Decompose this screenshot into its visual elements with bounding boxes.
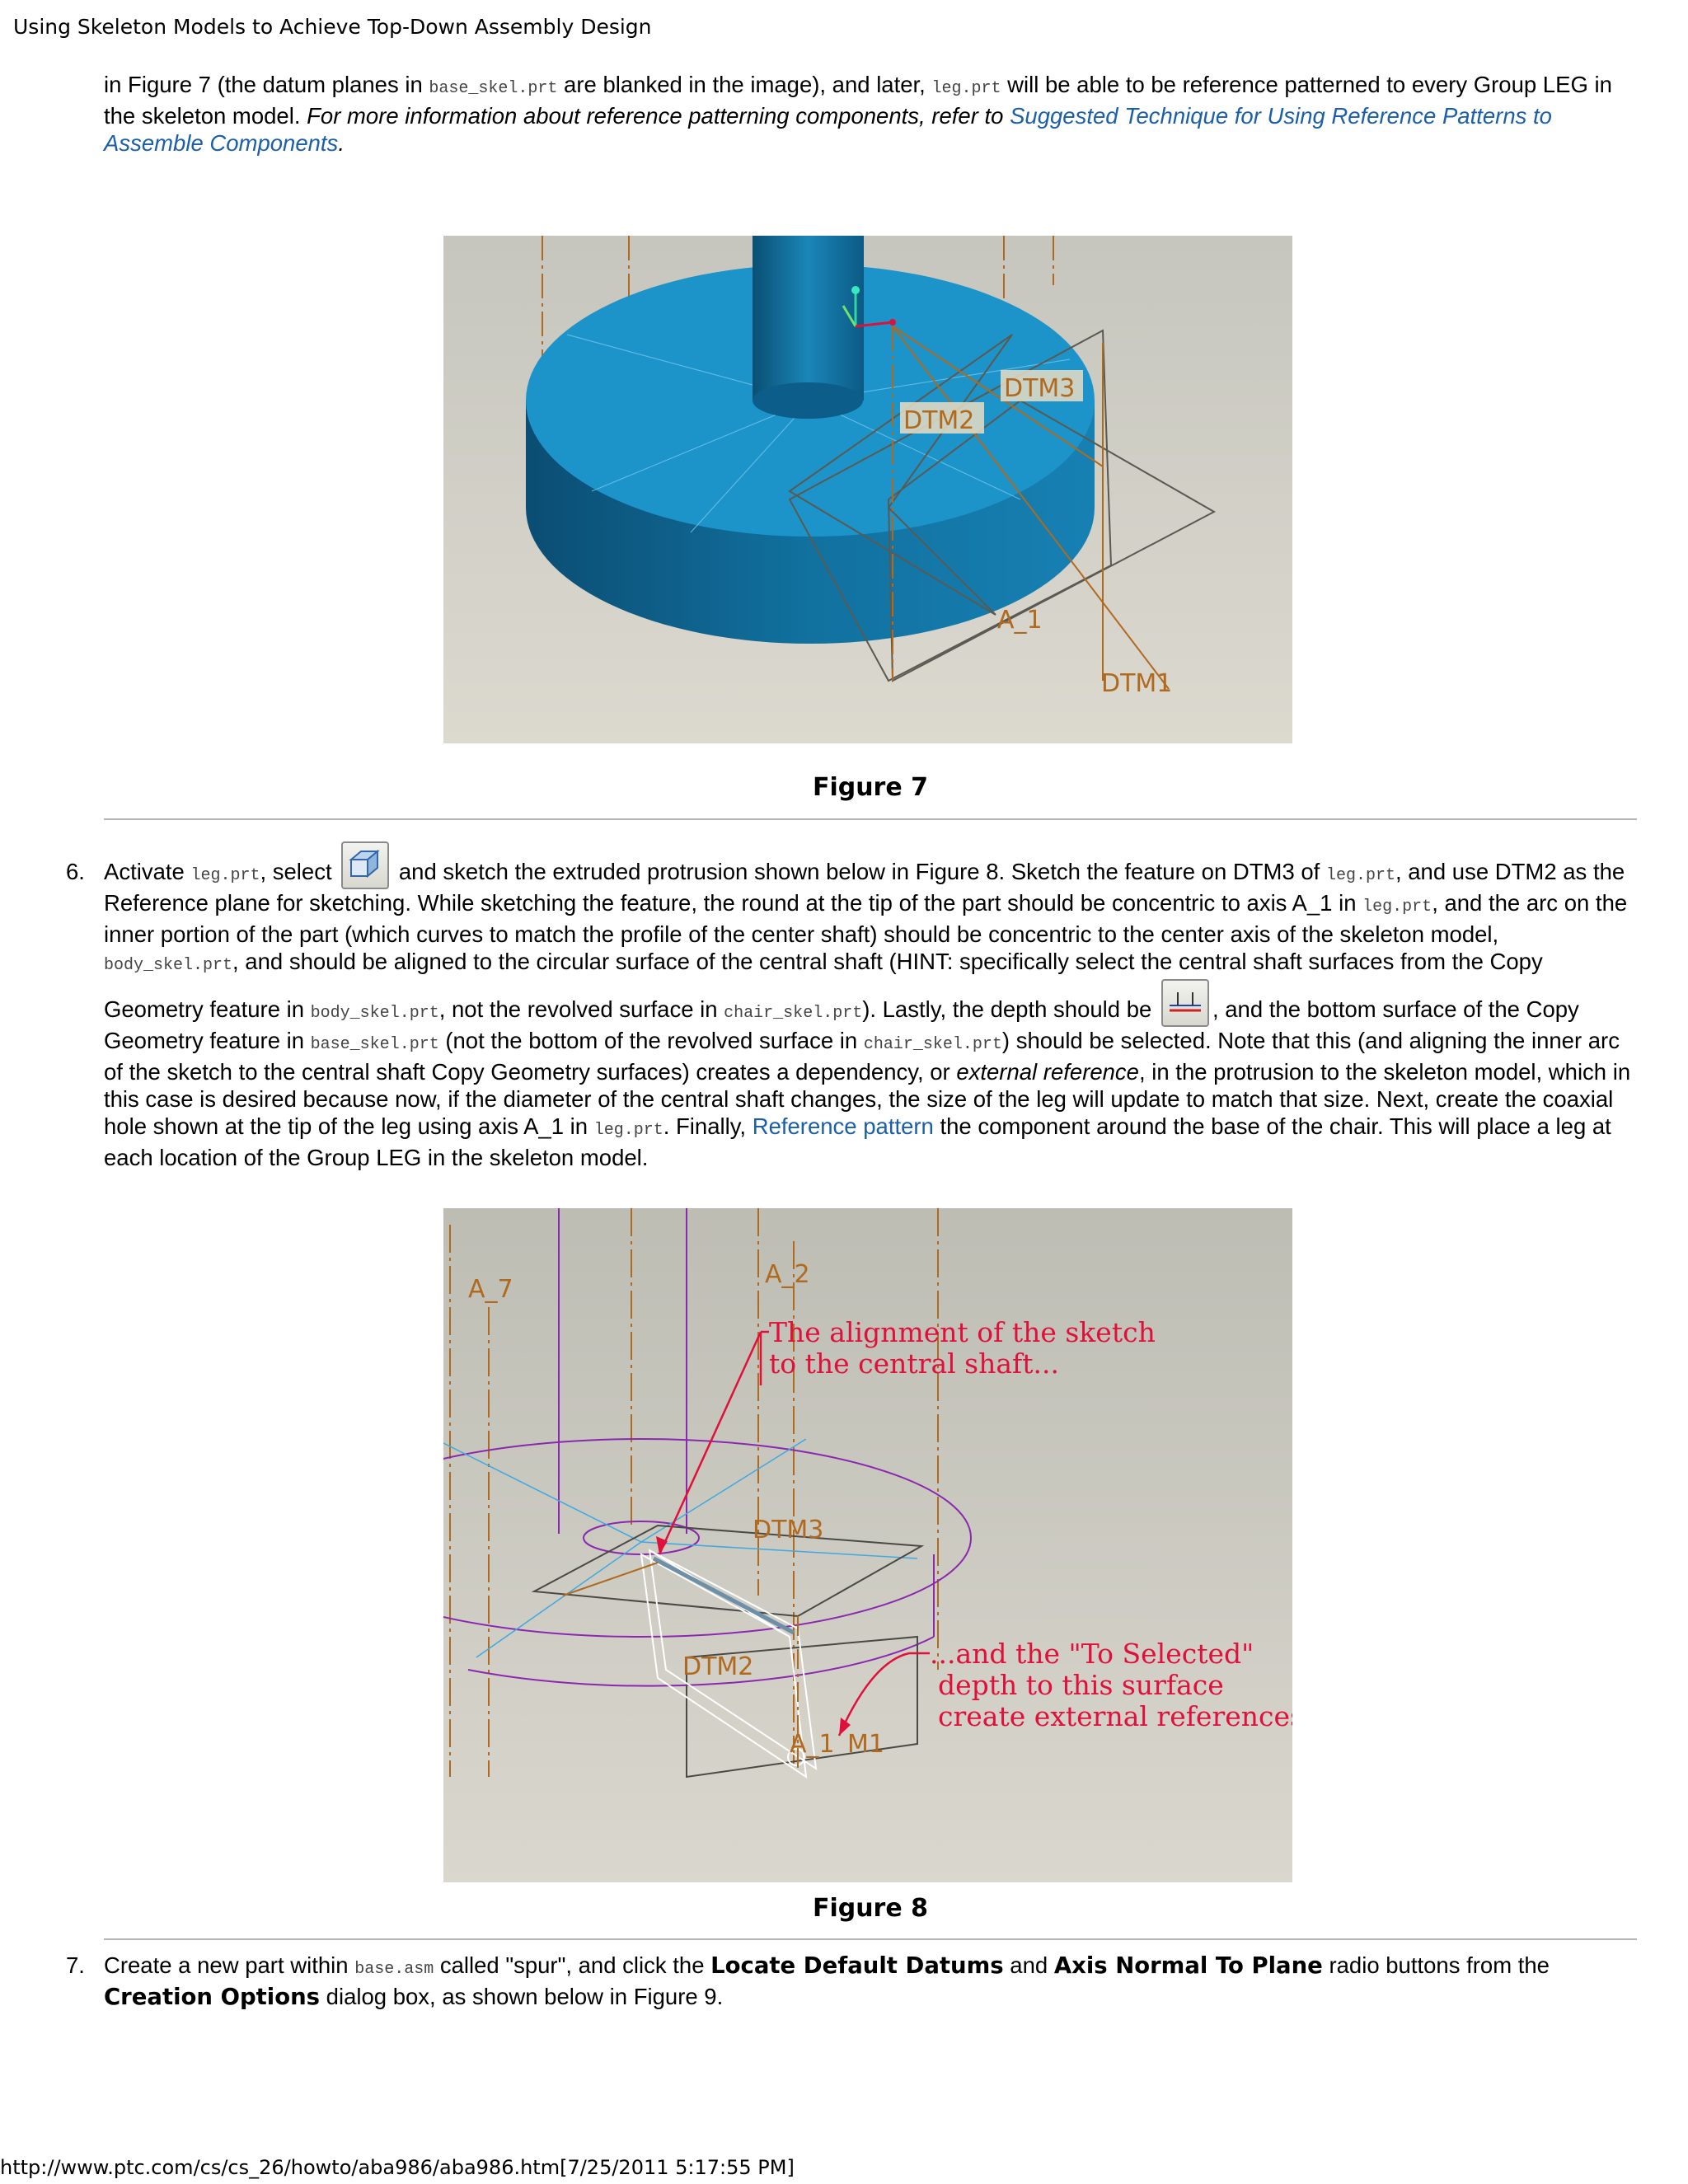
figure-7-image [443, 236, 1292, 743]
annotation-alignment-line2: to the central shaft... [769, 1347, 1059, 1380]
annotation-depth-line3: create external references [938, 1700, 1292, 1732]
step-6: 6. Activate leg.prt, select and sketch the extruded protrusion shown below in Figure 8. Sketch the feature on DTM3 of leg.prt, and use DTM2 as the Reference plane for sketching. While sketching the feature, the round at the tip of the part should be concentric to axis A_1 in leg.prt, and the arc on the inner portion of the part (which curves to match the profile of the center shaft) should be concentric to the center axis of the skeleton model, body_skel.prt, and should be aligned to the circular surface of the central shaft (HINT: specifically select the central shaft surfaces from the Copy Geometry feature in body_skel.prt, not the revolved surface in chair_skel.prt). Lastly, the depth should be , and the bottom surface of the Copy Geometry feature in base_skel.prt (not the bottom of the revolved surface in chair_skel.prt) should be selected. Note that this (and aligning the inner arc of the sketch to the central shaft Copy Geometry surfaces) creates a dependency, or external reference, in the protrusion to the skeleton model, which in this case is desired because now, if the diameter of the central shaft changes, the size of the leg will update to match that size. Next, create the coaxial hole shown at the tip of the leg using axis A_1 in leg.prt. Finally, Reference pattern the component around the base of the chair. This will place a leg at each location of the Group LEG in the skeleton model. [104, 858, 1637, 1171]
annotation-depth-line1: ...and the "To Selected" [930, 1638, 1254, 1670]
filename: leg.prt [593, 1121, 663, 1140]
dtm2-label: DTM2 [903, 406, 975, 435]
locate-default-datums-option: Locate Default Datums [710, 1952, 1004, 1979]
figure-8-image [443, 1208, 1292, 1882]
m1-label: M1 [847, 1730, 884, 1759]
a7-label: A_7 [468, 1275, 513, 1304]
to-selected-depth-icon[interactable] [1161, 979, 1209, 1027]
page-header: Using Skeleton Models to Achieve Top-Down Assembly Design [13, 15, 652, 39]
figure-7-cad-render [443, 236, 1292, 743]
figure-8-caption: Figure 8 [812, 1894, 929, 1923]
filename: leg.prt [190, 866, 260, 885]
a1-label: A_1 [790, 1730, 835, 1759]
a2-label: A_2 [765, 1260, 810, 1289]
reference-pattern-link[interactable]: Reference pattern [752, 1113, 934, 1139]
divider [104, 818, 1637, 820]
axis-normal-to-plane-option: Axis Normal To Plane [1053, 1952, 1323, 1979]
step-7: 7. Create a new part within base.asm called "spur", and click the Locate Default Datums and Axis Normal To Plane radio buttons from the Creation Options dialog box, as shown below in Figure 9. [66, 1952, 1550, 2010]
annotation-depth-line2: depth to this surface [938, 1669, 1224, 1701]
creation-options-dialog: Creation Options [104, 1984, 321, 2010]
dtm2-label: DTM2 [682, 1652, 754, 1681]
filename: chair_skel.prt [724, 1004, 863, 1023]
filename: leg.prt [1325, 866, 1395, 885]
dtm1-label: DTM1 [1101, 669, 1173, 698]
filename: base_skel.prt [429, 79, 558, 98]
filename: body_skel.prt [104, 956, 233, 975]
dtm3-label: DTM3 [1004, 374, 1076, 403]
figure-8-cad-render [443, 1208, 1292, 1882]
page-footer-url: http://www.ptc.com/cs/cs_26/howto/aba986/aba986.htm[7/25/2011 5:17:55 PM] [0, 2156, 795, 2179]
intro-paragraph: in Figure 7 (the datum planes in base_skel.prt are blanked in the image), and later, leg.prt will be able to be reference patterned to every Group LEG in the skeleton model. For more information about reference patterning components, refer to Suggested Technique for Using Reference Patterns to Assemble Components. [104, 72, 1612, 156]
reference-patterns-link[interactable]: Suggested Technique for Using Reference Patterns to Assemble Components [104, 103, 1552, 156]
filename: leg.prt [931, 79, 1001, 98]
extrude-tool-icon[interactable] [341, 841, 389, 889]
filename: base.asm [354, 1960, 434, 1979]
annotation-alignment-line1: The alignment of the sketch [769, 1316, 1156, 1348]
figure-7-caption: Figure 7 [812, 773, 929, 802]
dtm3-label: DTM3 [753, 1516, 824, 1544]
step-number: 7. [66, 1952, 85, 1978]
a1-label: A_1 [997, 606, 1043, 635]
filename: chair_skel.prt [863, 1035, 1002, 1054]
filename: leg.prt [1362, 898, 1432, 916]
divider [104, 1938, 1637, 1940]
filename: base_skel.prt [310, 1035, 439, 1054]
step-number: 6. [66, 859, 85, 884]
filename: body_skel.prt [310, 1004, 439, 1023]
